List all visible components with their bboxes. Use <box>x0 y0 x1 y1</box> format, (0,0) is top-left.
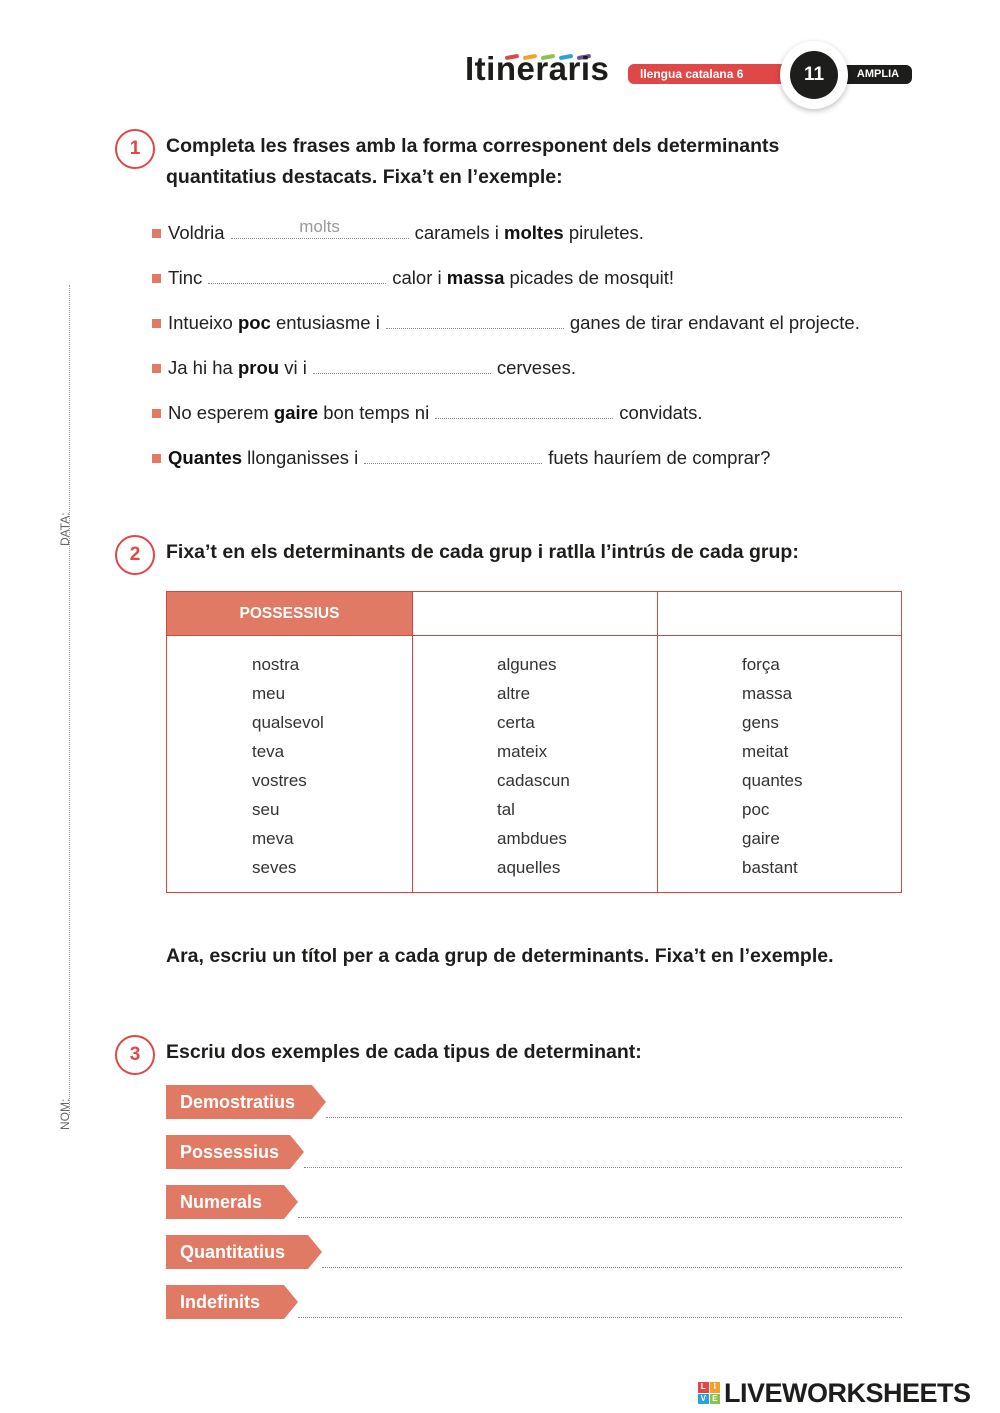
word-item[interactable]: gaire <box>742 829 780 848</box>
logo-letter: I <box>710 1382 721 1393</box>
exercise-3-heading: Escriu dos exemples de cada tipus de determinant: <box>166 1041 642 1063</box>
sentence-text: picades de mosquit! <box>509 267 675 288</box>
type-row-demostratius <box>166 1085 902 1119</box>
sentence-text: Voldria <box>168 222 225 243</box>
bullet-square <box>152 454 161 463</box>
sentence-2 <box>152 265 674 291</box>
word-item[interactable]: poc <box>742 800 770 819</box>
word-column-3 <box>742 650 803 882</box>
table-header-row <box>167 592 901 636</box>
logo-letter: L <box>698 1382 709 1393</box>
name-date-dotted-line <box>69 285 70 1115</box>
answer-line[interactable] <box>326 1117 902 1118</box>
type-row-numerals <box>166 1185 902 1219</box>
word-item[interactable]: meu <box>252 684 286 703</box>
sentence-text: convidats. <box>619 402 703 423</box>
exercise-2-instruction: Ara, escriu un títol per a cada grup de determinants. Fixa’t en l’exemple. <box>166 945 834 967</box>
liveworksheets-icon <box>698 1382 720 1404</box>
exercise-number-1: 1 <box>115 129 155 169</box>
word-item[interactable]: certa <box>497 713 535 732</box>
answer-blank-5[interactable] <box>435 400 613 419</box>
bullet-square <box>152 229 161 238</box>
answer-blank-3[interactable] <box>386 310 564 329</box>
level-badge: AMPLIA <box>844 65 912 84</box>
sentence-text: No esperem <box>168 402 269 423</box>
type-row-indefinits <box>166 1285 902 1319</box>
exercise-1-heading-line-2: quantitatius destacats. Fixa’t en l’exemple: <box>166 166 563 188</box>
sentence-text: entusiasme i <box>275 312 380 333</box>
table-divider <box>657 592 658 892</box>
word-item[interactable]: força <box>742 655 780 674</box>
highlighted-determinant: massa <box>446 267 505 288</box>
exercise-number-3: 3 <box>115 1035 155 1075</box>
word-item[interactable]: tal <box>497 800 515 819</box>
word-item[interactable]: algunes <box>497 655 557 674</box>
answer-blank-1[interactable] <box>231 217 409 239</box>
unit-number: 11 <box>790 51 838 99</box>
highlighted-determinant: Quantes <box>168 447 243 468</box>
word-item[interactable]: ambdues <box>497 829 567 848</box>
word-item[interactable]: nostra <box>252 655 300 674</box>
type-row-quantitatius <box>166 1235 902 1269</box>
type-label: Possessius <box>166 1135 290 1169</box>
word-item[interactable]: seu <box>252 800 280 819</box>
logo-letter: E <box>710 1394 721 1405</box>
sentence-text: vi i <box>284 357 307 378</box>
sentence-4 <box>152 355 576 381</box>
sentence-text: Tinc <box>168 267 203 288</box>
sentence-5 <box>152 400 703 426</box>
bullet-square <box>152 319 161 328</box>
answer-line[interactable] <box>298 1317 902 1318</box>
bullet-square <box>152 364 161 373</box>
answer-line[interactable] <box>322 1267 902 1268</box>
sentence-text: calor i <box>392 267 442 288</box>
liveworksheets-wordmark: LIVEWORKSHEETS <box>724 1377 971 1408</box>
exercise-1-heading <box>166 131 779 193</box>
sentence-1 <box>152 217 644 246</box>
sentence-text: Ja hi ha <box>168 357 233 378</box>
column-title-input-3[interactable] <box>657 592 901 635</box>
word-column-2 <box>497 650 570 882</box>
exercise-number-2: 2 <box>115 535 155 575</box>
type-label: Numerals <box>166 1185 284 1219</box>
name-label: NOM: <box>58 1098 72 1130</box>
sentence-6 <box>152 445 770 471</box>
bullet-square <box>152 274 161 283</box>
answer-blank-4[interactable] <box>313 355 491 374</box>
example-answer: molts <box>299 217 340 236</box>
sentence-text: cerveses. <box>496 357 576 378</box>
type-row-possessius <box>166 1135 902 1169</box>
word-item[interactable]: mateix <box>497 742 548 761</box>
word-item[interactable]: aquelles <box>497 858 561 877</box>
highlighted-determinant: gaire <box>273 402 319 423</box>
word-item[interactable]: cadascun <box>497 771 570 790</box>
sentence-text: caramels i <box>414 222 499 243</box>
answer-blank-6[interactable] <box>364 445 542 464</box>
word-item[interactable]: qualsevol <box>252 713 324 732</box>
liveworksheets-logo <box>698 1378 971 1408</box>
answer-line[interactable] <box>298 1217 902 1218</box>
sentence-3 <box>152 310 860 336</box>
word-item[interactable]: quantes <box>742 771 803 790</box>
exercise-1-heading-line-1: Completa les frases amb la forma corresponent dels determinants <box>166 135 780 157</box>
word-item[interactable]: massa <box>742 684 793 703</box>
determinants-table <box>166 591 902 893</box>
word-item[interactable]: meva <box>252 829 294 848</box>
sentence-text: llonganisses i <box>247 447 359 468</box>
exercise-2-heading: Fixa’t en els determinants de cada grup i ratlla l’intrús de cada grup: <box>166 541 799 563</box>
word-item[interactable]: gens <box>742 713 779 732</box>
word-item[interactable]: bastant <box>742 858 798 877</box>
word-item[interactable]: teva <box>252 742 285 761</box>
type-label: Demostratius <box>166 1085 312 1119</box>
answer-line[interactable] <box>304 1167 902 1168</box>
word-item[interactable]: vostres <box>252 771 307 790</box>
answer-blank-2[interactable] <box>208 265 386 284</box>
word-column-1 <box>252 650 324 882</box>
type-label: Quantitatius <box>166 1235 308 1269</box>
brand-logo <box>465 46 625 96</box>
word-item[interactable]: meitat <box>742 742 789 761</box>
type-label: Indefinits <box>166 1285 284 1319</box>
sentence-text: bon temps ni <box>323 402 430 423</box>
bullet-square <box>152 409 161 418</box>
logo-letter: V <box>698 1394 709 1405</box>
brand-name: Itineraris <box>465 50 610 87</box>
highlighted-determinant: moltes <box>504 222 564 243</box>
word-item[interactable]: altre <box>497 684 531 703</box>
sentence-text: Intueixo <box>168 312 233 333</box>
highlighted-determinant: poc <box>237 312 271 333</box>
table-divider <box>412 592 413 892</box>
sentence-text: ganes de tirar endavant el projecte. <box>569 312 860 333</box>
word-item[interactable]: seves <box>252 858 297 877</box>
highlighted-determinant: prou <box>237 357 280 378</box>
subject-badge: llengua catalana 6 <box>628 64 788 84</box>
column-title-1: POSSESSIUS <box>167 592 412 635</box>
sentence-text: fuets hauríem de comprar? <box>548 447 771 468</box>
sentence-text: piruletes. <box>568 222 644 243</box>
date-label: DATA: <box>58 512 72 546</box>
column-title-input-2[interactable] <box>412 592 657 635</box>
